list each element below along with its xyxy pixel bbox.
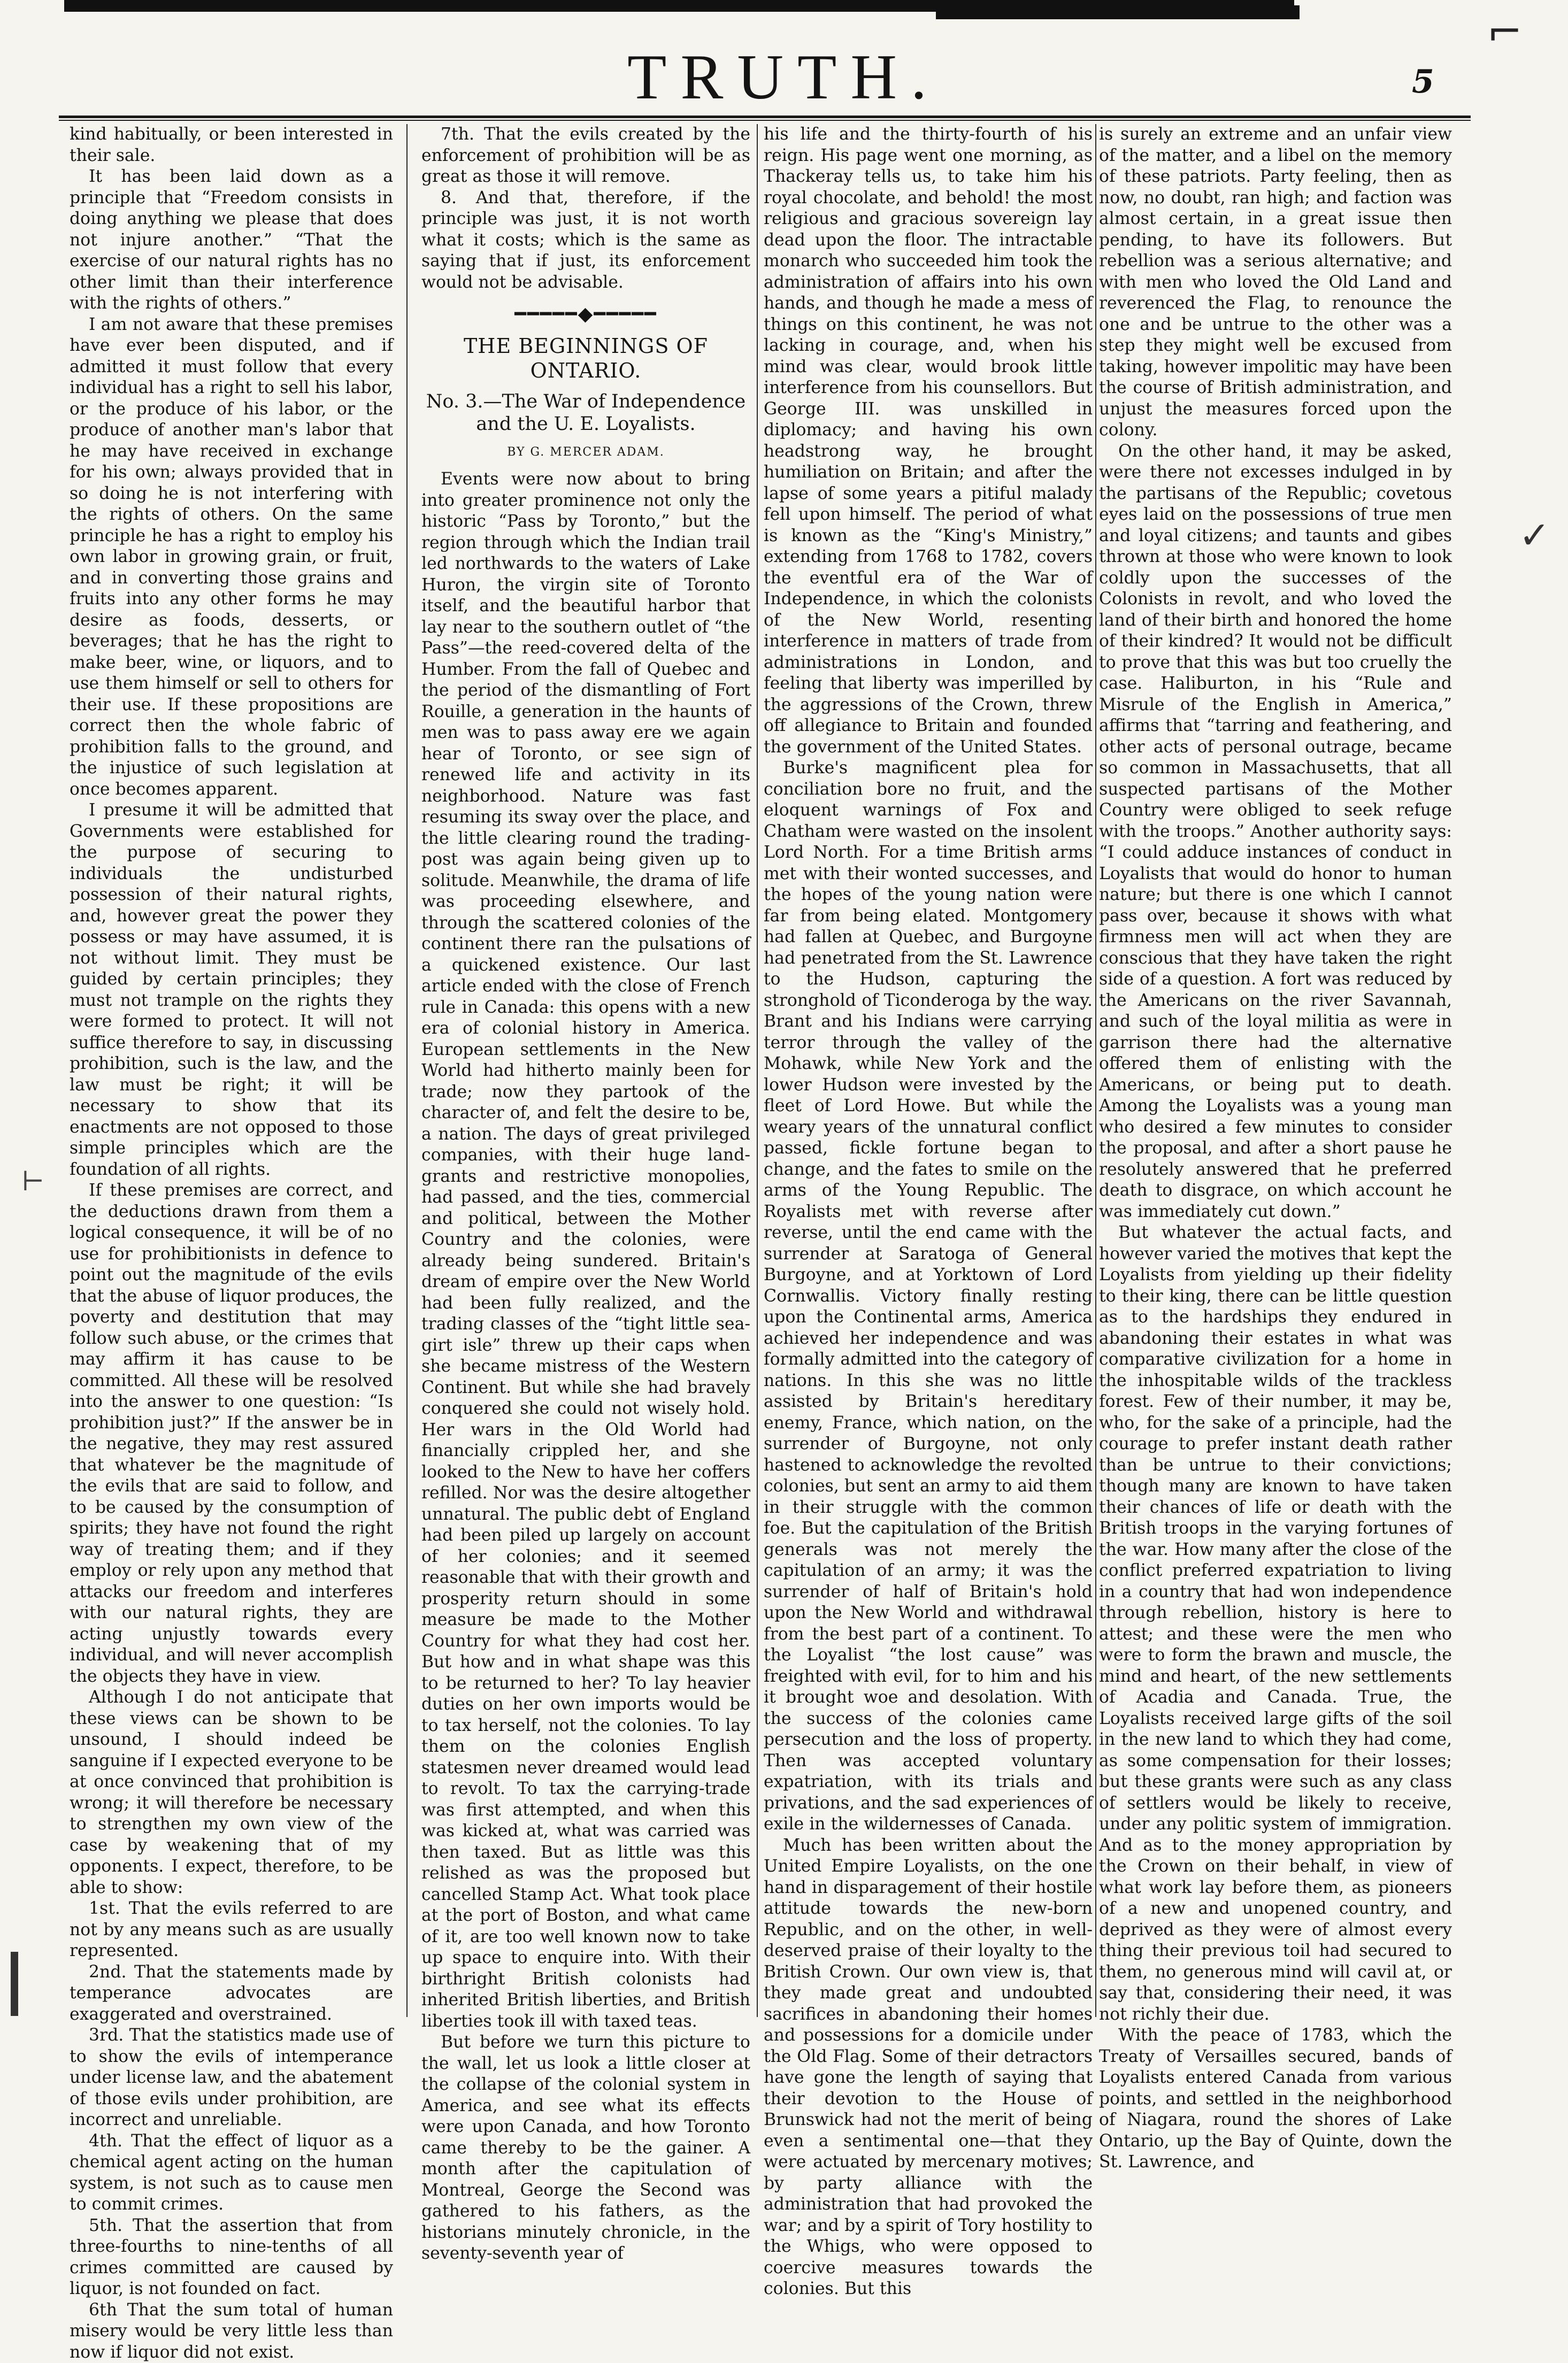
paragraph: Burke's magnificent plea for conciliation bore no fruit, and the eloquent warnings of Fox and Chatham were wasted on the insolent Lord North. For a time British arms met with their wonted successes, and the hopes of the young nation were far from being elated. Montgomery had fallen at Quebec, and Burgoyne had penetrated from the St. Lawrence to the Hudson, capturing the stronghold of Ticonderoga by the way. Brant and his Indians were carrying terror through the valley of the Mohawk, while New York and the lower Hudson were invested by the fleet of Lord Howe. But while the weary years of the unnatural conflict passed, fickle fortune began to change, and the fates to smile on the arms of the Young Republic. The Royalists met with reverse after reverse, until the end came with the surrender at Saratoga of General Burgoyne, and at Yorktown of Lord Cornwallis. Victory finally resting upon the Continental arms, America achieved her independence and was formally admitted into the category of nations. In this she was no little assisted by Britain's hereditary enemy, France, which nation, on the surrender of Burgoyne, not only hastened to acknowledge the revolted colonies, but sent an army to aid them in their struggle with the common foe. But the capitulation of the British generals was not merely the capitulation of an army; it was the surrender of half of Britain's hold upon the New World and withdrawal from the best part of a continent. To the Loyalist “the lost cause” was freighted with evil, for to him and his it brought woe and desolation. With the success of the colonies came persecution and the loss of property. Then was accepted voluntary expatriation, with its trials and privations, and the sad experiences of exile in the wildernesses of Canada.	[764, 758, 1093, 1835]
paragraph: his life and the thirty-fourth of his reign. His page went one morning, as Thackeray tells us, to take him his royal chocolate, and behold! the most religious and gracious sovereign lay dead upon the floor. The intractable monarch who succeeded him took the administration of affairs into his own hands, and though he made a mess of things on this continent, he was not lacking in courage, and, when his mind was clear, would brook little interference from his counsellors. But George III. was unskilled in diplomacy; and having his own headstrong way, he brought humiliation on Britain; and after the lapse of some years a pitiful malady fell upon himself. The period of what is known as the “King's Ministry,” extending from 1768 to 1782, covers the eventful era of the War of Independence, in which the colonists of the New World, resenting interference in matters of trade from administrations in London, and feeling that liberty was imperilled by the aggressions of the Crown, threw off allegiance to Britain and founded the government of the United States.	[764, 124, 1093, 758]
header-rule	[59, 116, 1471, 118]
paragraph: is surely an extreme and an unfair view of the matter, and a libel on the memory of these patriots. Party feeling, then as now, no doubt, ran high; and faction was almost certain, in a great issue then pending, to have its followers. But rebellion was a serious alternative; and with men who loved the Old Land and reverenced the Flag, to renounce the one and be untrue to the other was a step they might well be excused from taking, however impolitic may have been the course of British administration, and unjust the measures forced upon the colony.	[1099, 124, 1452, 441]
newspaper-masthead: TRUTH.	[0, 40, 1568, 114]
article-byline: BY G. MERCER ADAM.	[421, 442, 750, 463]
article-subtitle: No. 3.—The War of Independence and the U. E. Loyalists.	[421, 390, 750, 435]
section-divider-ornament: ━━━━━◆━━━━━	[421, 304, 750, 325]
paragraph: Events were now about to bring into greater prominence not only the historic “Pass by Toronto,” but the region through which the Indian trail led northwards to the waters of Lake Huron, the virgin site of Toronto itself, and the beautiful harbor that lay near to the southern outlet of “the Pass”—the reed-covered delta of the Humber. From the fall of Quebec and the period of the dismantling of Fort Rouille, a generation in the haunts of men was to pass away ere we again hear of Toronto, or see sign of renewed life and activity in its neighborhood. Nature was fast resuming its sway over the place, and the little clearing round the trading-post was again being given up to solitude. Meanwhile, the drama of life was proceeding elsewhere, and through the scattered colonies of the continent there ran the pulsations of a quickened existence. Our last article ended with the close of French rule in Canada: this opens with a new era of colonial history in America. European settlements in the New World had hitherto mainly been for trade; now they partook of the character of, and felt the desire to be, a nation. The days of great privileged companies, with their huge land-grants and restrictive monopolies, had passed, and the ties, commercial and political, between the Mother Country and the colonies, were already being sundered. Britain's dream of empire over the New World had been fully realized, and the trading classes of the “tight little sea-girt isle” threw up their caps when she became mistress of the Western Continent. But while she had bravely conquered she could not wisely hold. Her wars in the Old World had financially crippled her, and she looked to the New to have her coffers refilled. Nor was the desire altogether unnatural. The public debt of England had been piled up largely on account of her colonies; and it seemed reasonable that with their growth and prosperity return should in some measure be made to the Mother Country for what they had cost her. But how and in what shape was this to be returned to her? To lay heavier duties on her own imports would be to tax herself, not the colonies. To lay them on the colonies English statesmen never dreamed would lead to revolt. To tax the carrying-trade was first attempted, and when this was kicked at, what was carried was then taxed. But as little was this relished as was the proposed but cancelled Stamp Act. What took place at the port of Boston, and what came of it, are too well known now to take up space to enquire into. With their birthright British colonists had inherited British liberties, and British liberties took ill with taxed teas.	[421, 469, 750, 2032]
header-rule-thin	[59, 120, 1471, 121]
page-number: 5	[1412, 63, 1434, 101]
paragraph: But before we turn this picture to the wall, let us look a little closer at the collapse of the colonial system in America, and see what its effects were upon Canada, and how Toronto came thereby to be the gainer. A month after the capitulation of Montreal, George the Second was gathered to his fathers, as the historians minutely chronicle, in the seventy-seventh year of	[421, 2032, 750, 2265]
paragraph: Much has been written about the United Empire Loyalists, on the one hand in disparagement of their hostile attitude towards the new-born Republic, and on the other, in well-deserved praise of their loyalty to the British Crown. Our own view is, that they made great and undoubted sacrifices in abandoning their homes and possessions for a domicile under the Old Flag. Some of their detractors have gone the length of saying that their devotion to the House of Brunswick had not the merit of being even a sentimental one—that they were actuated by mercenary motives; by party alliance with the administration that had provoked the war; and by a spirit of Tory hostility to the Whigs, who were opposed to coercive measures towards the colonies. But this	[764, 1835, 1093, 2300]
margin-check-mark: ✓	[1519, 513, 1550, 557]
paragraph: 7th. That the evils created by the enforcement of prohibition will be as great as those it will remove.	[421, 124, 750, 188]
column-1	[70, 124, 393, 2017]
paragraph: 4th. That the effect of liquor as a chemical agent acting on the human system, is not such as to cause men to commit crimes.	[70, 2131, 393, 2215]
paragraph: But whatever the actual facts, and however varied the motives that kept the Loyalists from yielding up their fidelity to their king, there can be little question as to the hardships they endured in abandoning their estates in what was comparative civilization for a home in the inhospitable wilds of the trackless forest. Few of their number, it may be, who, for the sake of a principle, had the courage to prefer instant death rather than be untrue to their convictions; though many are known to have taken their chances of life or death with the British troops in the varying fortunes of the war. How many after the close of the conflict preferred expatriation to living in a country that had won independence through rebellion, history is here to attest; and these were the men who were to form the brawn and muscle, the mind and heart, of the new settlements of Acadia and Canada. True, the Loyalists received large gifts of the soil in the new land to which they had come, as some compensation for their losses; but these grants were such as any class of settlers would be likely to receive, under any politic system of immigration. And as to the money appropriation by the Crown on their behalf, in view of what work lay before them, as pioneers of a new and unopened country, and deprived as they were of almost every thing their previous toil had secured to them, no generous mind will cavil at, or say that, considering their need, it was not richly their due.	[1099, 1222, 1452, 2025]
column-divider	[1095, 124, 1096, 2017]
paragraph: 2nd. That the statements made by temperance advocates are exaggerated and overstrained.	[70, 1962, 393, 2026]
top-border-bar-right	[936, 5, 1300, 19]
paragraph: I am not aware that these premises have ever been disputed, and if admitted it must follow that every individual has a right to sell his labor, or the produce of his labor, or the produce of another man's labor that he may have received in exchange for his own; always provided that in so doing he is not interfering with the rights of others. On the same principle he has a right to employ his own labor in growing grain, or fruit, and in converting those grains and fruits into any other forms he may desire as foods, desserts, or beverages; that he has the right to make beer, wine, or liquors, and to use them himself or sell to others for their use. If these propositions are correct then the whole fabric of prohibition falls to the ground, and the injustice of such legislation at once becomes apparent.	[70, 314, 393, 801]
page-corner-mark: ⌐	[1487, 11, 1523, 53]
paragraph: Although I do not anticipate that these views can be shown to be unsound, I should indeed be sanguine if I expected everyone to be at once convinced that prohibition is wrong; it will therefore be necessary to strengthen my own view of the case by weakening that of my opponents. I expect, therefore, to be able to show:	[70, 1687, 393, 1898]
margin-edge-mark	[11, 1952, 18, 2016]
paragraph: On the other hand, it may be asked, were there not excesses indulged in by the partisans of the Republic; covetous eyes laid on the possessions of true men and loyal citizens; and taunts and gibes thrown at those who were known to look coldly upon the successes of the Colonists in revolt, and who loved the land of their birth and honored the home of their kindred? It would not be difficult to prove that this was but too cruelly the case. Haliburton, in his “Rule and Misrule of the English in America,” affirms that “tarring and feathering, and other acts of personal outrage, became so common in Massachusetts, that all suspected partisans of the Mother Country were obliged to seek refuge with the troops.” Another authority says: “I could adduce instances of conduct in Loyalists that would do honor to human nature; but there is one which I cannot pass over, because it shows with what firmness men will act when they are conscious that they have taken the right side of a question. A fort was reduced by the Americans on the river Savannah, and such of the loyal militia as were in garrison there had the alternative offered them of enlisting with the Americans, or being put to death. Among the Loyalists was a young man who desired a few minutes to consider the proposal, and after a short pause he resolutely answered that he preferred death to disgrace, on which account he was immediately cut down.”	[1099, 441, 1452, 1223]
article-title: THE BEGINNINGS OF ONTARIO.	[421, 334, 750, 383]
paragraph: 5th. That the assertion that from three-fourths to nine-tenths of all crimes committed are caused by liquor, is not founded on fact.	[70, 2215, 393, 2300]
paragraph: 6th That the sum total of human misery would be very little less than now if liquor did not exist.	[70, 2300, 393, 2363]
paragraph: With the peace of 1783, which the Treaty of Versailles secured, bands of Loyalists entered Canada from various points, and settled in the neighborhood of Niagara, round the shores of Lake Ontario, up the Bay of Quinte, down the St. Lawrence, and	[1099, 2025, 1452, 2173]
paragraph: 8. And that, therefore, if the principle was just, it is not worth what it costs; which is the same as saying that if just, its enforcement would not be advisable.	[421, 188, 750, 294]
column-divider	[406, 124, 408, 2017]
column-4	[1099, 124, 1452, 2017]
column-divider	[757, 124, 758, 2017]
paragraph: kind habitually, or been interested in their sale.	[70, 124, 393, 166]
column-3	[764, 124, 1093, 2017]
paragraph: 1st. That the evils referred to are not by any means such as are usually represented.	[70, 1898, 393, 1962]
column-2	[421, 124, 750, 2017]
paragraph: I presume it will be admitted that Governments were established for the purpose of securing to individuals the undisturbed possession of their natural rights, and, however great the power they possess or may have assumed, it is not without limit. They must be guided by certain principles; they must not trample on the rights they were formed to protect. It will not suffice therefore to say, in discussing prohibition, such is the law, and the law must be right; it will be necessary to show that its enactments are not opposed to those simple principles which are the foundation of all rights.	[70, 800, 393, 1180]
paragraph: It has been laid down as a principle that “Freedom consists in doing anything we please that does not injure another.” “That the exercise of our natural rights has no other limit than their interference with the rights of others.”	[70, 166, 393, 314]
margin-scan-mark: ⊢	[21, 1166, 44, 1197]
paragraph: 3rd. That the statistics made use of to show the evils of intemperance under license law, and the abatement of those evils under prohibition, are incorrect and unreliable.	[70, 2025, 393, 2131]
paragraph: If these premises are correct, and the deductions drawn from them a logical consequence, it will be of no use for prohibitionists in defence to point out the magnitude of the evils that the abuse of liquor produces, the poverty and destitution that may follow such abuse, or the crimes that may affirm it has cause to be committed. All these will be resolved into the answer to one question: “Is prohibition just?” If the answer be in the negative, they may rest assured that whatever be the magnitude of the evils that are said to follow, and to be caused by the consumption of spirits; they have not found the right way of treating them; and if they employ or rely upon any method that attacks our freedom and interferes with our natural rights, they are acting unjustly towards every individual, and will never accomplish the objects they have in view.	[70, 1180, 393, 1687]
